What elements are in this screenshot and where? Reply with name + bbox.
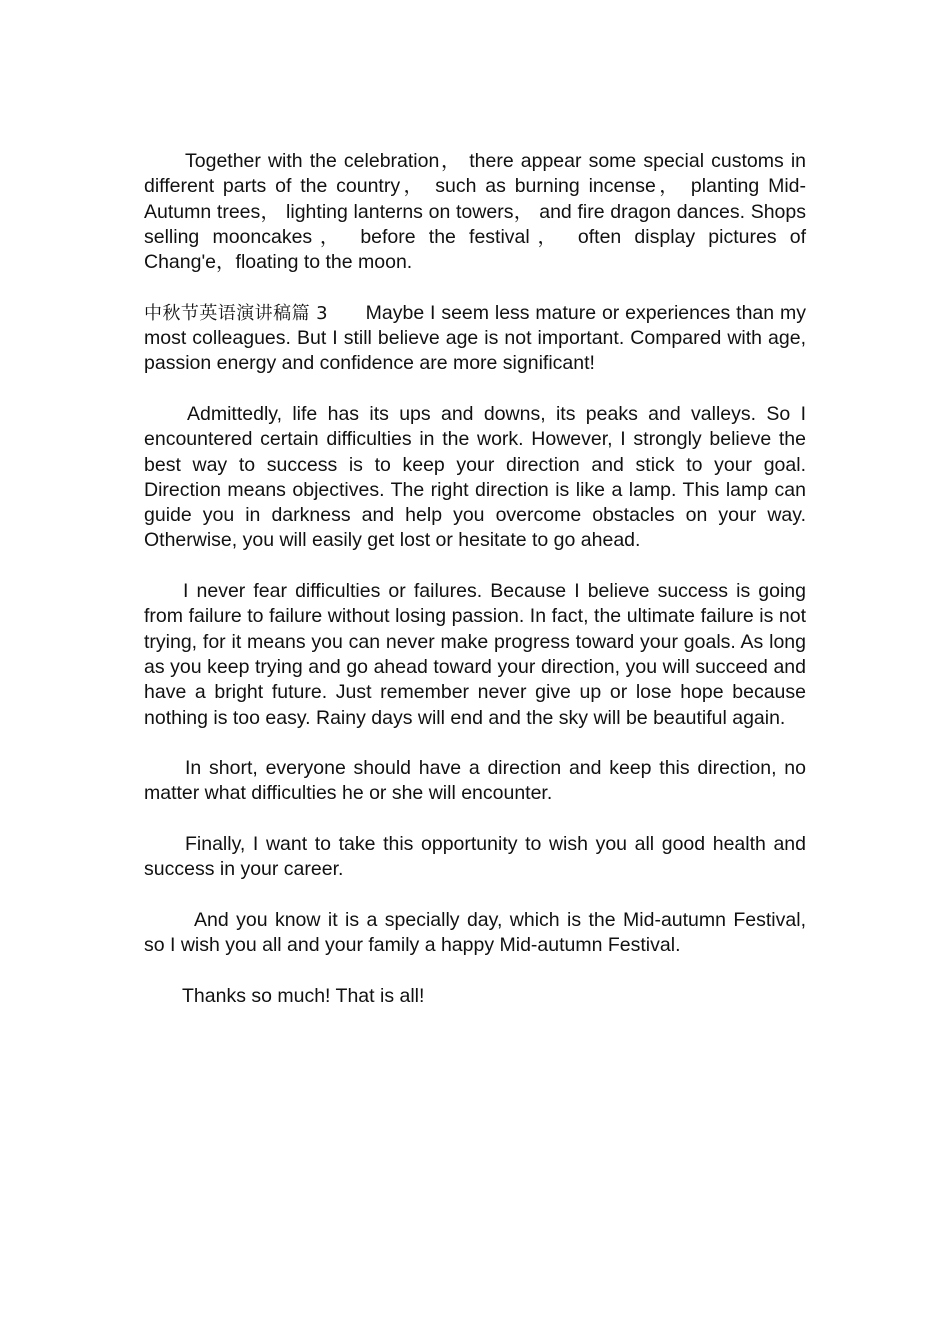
paragraph-customs: Together with the celebration， there appear some special customs in different parts of the country， such as burning incense， planting Mid-Autumn trees， lighting lanterns on towers， and fire dragon dances. Shops selling mooncakes， before the festival， often display pictures of Chang'e，floating to the moon. xyxy=(144,150,806,274)
speech-intro-text: Maybe I seem less mature or experiences than my most colleagues. But I still believe age is not important. Compared with age, passion energy and confidence are more significant! xyxy=(144,301,806,375)
paragraph-festival: And you know it is a specially day, which is the Mid-autumn Festival, so I wish you all and your family a happy Mid-autumn Festival. xyxy=(144,908,806,957)
paragraph-difficulties: Admittedly, life has its ups and downs, its peaks and valleys. So I encountered certain difficulties in the work. However, I strongly believe the best way to success is to keep your direction and stick to your goal. Direction means objectives. The right direction is like a lamp. This lamp can guide you in darkness and help you overcome obstacles on your way. Otherwise, you will easily get lost or hesitate to go ahead. xyxy=(144,402,806,552)
paragraph-wishes: Finally, I want to take this opportunity to wish you all good health and success in your career. xyxy=(144,833,806,881)
speech-heading: 中秋节英语演讲稿篇 3 xyxy=(144,302,328,324)
paragraph-speech-intro xyxy=(144,301,806,377)
paragraph-failures: I never fear difficulties or failures. Because I believe success is going from failure to failure without losing passion. In fact, the ultimate failure is not trying, for it means you can never make progress toward your goals. As long as you keep trying and go ahead toward your direction, you will succeed and have a bright future. Just remember never give up or lose hope because nothing is too easy. Rainy days will end and the sky will be beautiful again. xyxy=(144,580,806,729)
document-page xyxy=(144,149,806,1034)
paragraph-closing: Thanks so much! That is all! xyxy=(182,984,425,1007)
paragraph-direction: In short, everyone should have a direction and keep this direction, no matter what difficulties he or she will encounter. xyxy=(144,757,806,805)
